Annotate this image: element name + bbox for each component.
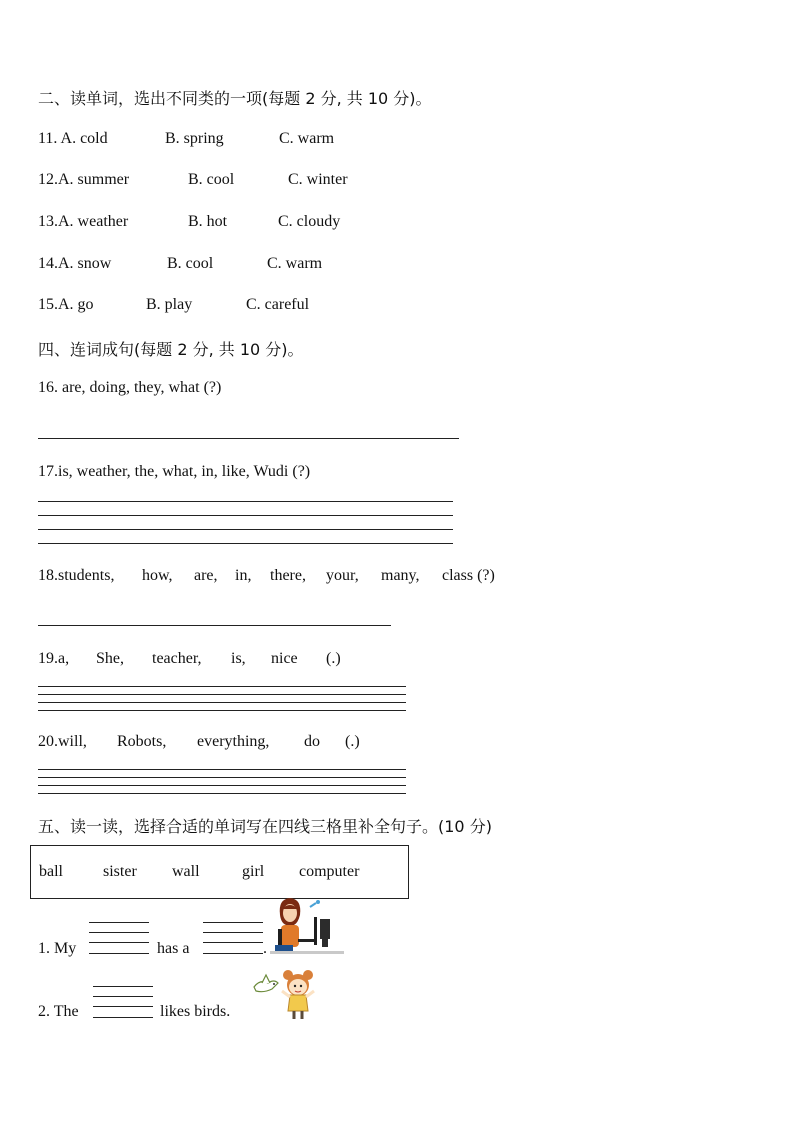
grid-line: [38, 777, 406, 778]
word: nice: [271, 650, 298, 667]
word: She,: [96, 650, 124, 667]
sentence-text: likes birds.: [160, 1003, 231, 1020]
grid-line: [38, 793, 406, 794]
word-bank-item: wall: [172, 863, 200, 880]
word-bank-item: computer: [299, 863, 360, 880]
option-a: 14.A. snow: [38, 255, 112, 272]
word: your,: [326, 567, 359, 584]
grid-line: [38, 501, 453, 502]
grid-line: [93, 996, 153, 997]
girl-bird-illustration: [250, 965, 324, 1021]
sentence-text: 2. The: [38, 1003, 79, 1020]
sentence-text: has a: [157, 940, 190, 957]
option-a: 15.A. go: [38, 296, 94, 313]
answer-line: [38, 625, 391, 626]
word-bank: [30, 845, 409, 899]
grid-line: [38, 769, 406, 770]
word: (.): [345, 733, 360, 750]
grid-line: [93, 986, 153, 987]
grid-line: [38, 543, 453, 544]
option-b: B. cool: [188, 171, 235, 188]
option-c: C. careful: [246, 296, 310, 313]
grid-line: [38, 710, 406, 711]
word: class (?): [442, 567, 495, 584]
option-b: B. spring: [165, 130, 224, 147]
section5-title: 五、读一读，选择合适的单词写在四线三格里补全句子。(10 分): [38, 817, 492, 836]
sentence-period: .: [263, 940, 267, 957]
word: 19.a,: [38, 650, 70, 667]
answer-line: [38, 438, 459, 439]
section4-title: 四、连词成句(每题 2 分, 共 10 分)。: [38, 340, 304, 359]
sentence-text: 1. My: [38, 940, 77, 957]
grid-line: [203, 942, 263, 943]
grid-line: [93, 1006, 153, 1007]
word: there,: [270, 567, 306, 584]
option-c: C. warm: [267, 255, 323, 272]
grid-line: [38, 515, 453, 516]
grid-line: [203, 953, 263, 954]
grid-line: [89, 942, 149, 943]
grid-line: [38, 529, 453, 530]
woman-computer-illustration: [270, 895, 344, 957]
grid-line: [38, 785, 406, 786]
word: many,: [381, 567, 420, 584]
grid-line: [203, 932, 263, 933]
word: Robots,: [117, 733, 167, 750]
section2-title: 二、读单词，选出不同类的一项(每题 2 分, 共 10 分)。: [38, 89, 432, 108]
word: do: [304, 733, 320, 750]
option-c: C. cloudy: [278, 213, 341, 230]
option-a: 12.A. summer: [38, 171, 130, 188]
option-b: B. play: [146, 296, 193, 313]
option-c: C. warm: [279, 130, 335, 147]
word-bank-item: sister: [103, 863, 137, 880]
word-bank-item: ball: [39, 863, 63, 880]
option-a: 11. A. cold: [38, 130, 108, 147]
word: 20.will,: [38, 733, 87, 750]
option-a: 13.A. weather: [38, 213, 129, 230]
word-bank-item: girl: [242, 863, 265, 880]
question-16: 16. are, doing, they, what (?): [38, 379, 222, 396]
word: how,: [142, 567, 173, 584]
grid-line: [38, 694, 406, 695]
option-b: B. hot: [188, 213, 228, 230]
word: are,: [194, 567, 218, 584]
word: (.): [326, 650, 341, 667]
word: everything,: [197, 733, 270, 750]
grid-line: [93, 1017, 153, 1018]
word: teacher,: [152, 650, 202, 667]
grid-line: [89, 922, 149, 923]
grid-line: [38, 702, 406, 703]
grid-line: [38, 686, 406, 687]
grid-line: [203, 922, 263, 923]
grid-line: [89, 953, 149, 954]
option-b: B. cool: [167, 255, 214, 272]
option-c: C. winter: [288, 171, 348, 188]
word: in,: [235, 567, 252, 584]
word: is,: [231, 650, 246, 667]
question-17: 17.is, weather, the, what, in, like, Wudi (?): [38, 463, 311, 480]
word: 18.students,: [38, 567, 115, 584]
grid-line: [89, 932, 149, 933]
